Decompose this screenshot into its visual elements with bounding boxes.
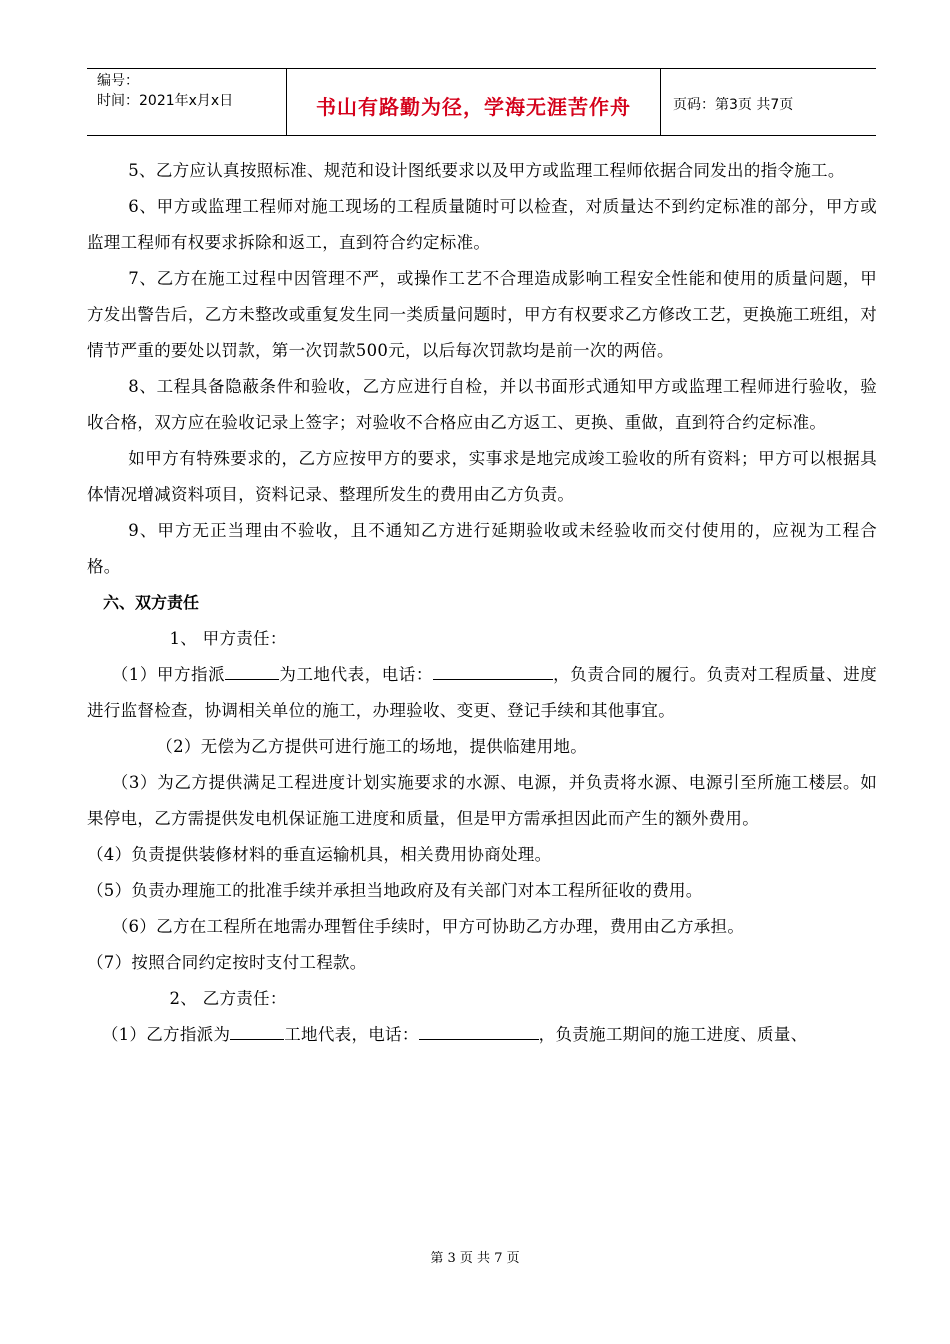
party-b-item-1-middle: 工地代表，电话： [284, 1025, 419, 1044]
party-a-item-7: （7）按照合同约定按时支付工程款。 [87, 953, 367, 972]
party-a-item-1-prefix: （1）甲方指派 [111, 665, 226, 684]
document-time-label: 时间：2021年x月x日 [97, 93, 234, 109]
party-a-responsibility-title: 1、 甲方责任： [169, 629, 287, 648]
header-page-info: 页码：第3页 共7页 [673, 97, 794, 113]
document-number-label: 编号： [97, 73, 139, 89]
page-header [87, 68, 876, 136]
party-a-item-2: （2）无偿为乙方提供可进行施工的场地，提供临建用地。 [156, 737, 588, 756]
party-b-item-1-suffix: ，负责施工期间的施工进度、质量、 [538, 1025, 808, 1044]
phone-number-blank [433, 661, 553, 680]
party-a-item-5: （5）负责办理施工的批准手续并承担当地政府及有关部门对本工程所征收的费用。 [87, 881, 703, 900]
phone-number-blank [419, 1021, 539, 1040]
clause-8-supplement: 如甲方有特殊要求的，乙方应按甲方的要求，实事求是地完成竣工验收的所有资料；甲方可以根据具体情况增减资料项目，资料记录、整理所发生的费用由乙方负责。 [87, 449, 877, 504]
section-6-title: 六、双方责任 [103, 593, 200, 612]
clause-9: 9、甲方无正当理由不验收，且不通知乙方进行延期验收或未经验收而交付使用的，应视为工程合格。 [87, 521, 877, 576]
party-b-responsibility-title: 2、 乙方责任： [169, 989, 287, 1008]
party-a-item-1 [87, 657, 877, 729]
party-a-item-6: （6）乙方在工程所在地需办理暂住手续时，甲方可协助乙方办理，费用由乙方承担。 [111, 917, 745, 936]
party-b-item-1 [87, 1017, 877, 1053]
header-page-cell [661, 69, 876, 135]
party-a-item-4: （4）负责提供装修材料的垂直运输机具，相关费用协商处理。 [87, 845, 552, 864]
header-motto: 书山有路勤为径，学海无涯苦作舟 [316, 95, 631, 119]
clause-7: 7、乙方在施工过程中因管理不严，或操作工艺不合理造成影响工程安全性能和使用的质量问题，甲方发出警告后，乙方未整改或重复发生同一类质量问题时，甲方有权要求乙方修改工艺，更换施工班组，对情节严重的要处以罚款，第一次罚款500元，以后每次罚款均是前一次的两倍。 [87, 269, 877, 360]
clause-6: 6、甲方或监理工程师对施工现场的工程质量随时可以检查，对质量达不到约定标准的部分，甲方或监理工程师有权要求拆除和返工，直到符合约定标准。 [87, 197, 877, 252]
party-b-item-1-prefix: （1）乙方指派为 [101, 1025, 231, 1044]
document-body [87, 153, 877, 1053]
representative-name-blank [225, 661, 279, 680]
header-meta-cell [87, 69, 287, 135]
header-motto-cell [287, 69, 661, 135]
clause-8: 8、工程具备隐蔽条件和验收，乙方应进行自检，并以书面形式通知甲方或监理工程师进行验收，验收合格，双方应在验收记录上签字；对验收不合格应由乙方返工、更换、重做，直到符合约定标准。 [87, 377, 877, 432]
party-a-item-3: （3）为乙方提供满足工程进度计划实施要求的水源、电源，并负责将水源、电源引至所施工楼层。如果停电，乙方需提供发电机保证施工进度和质量，但是甲方需承担因此而产生的额外费用。 [87, 773, 877, 828]
page-footer: 第 3 页 共 7 页 [430, 1251, 520, 1266]
clause-5: 5、乙方应认真按照标准、规范和设计图纸要求以及甲方或监理工程师依据合同发出的指令施工。 [128, 161, 845, 180]
party-a-item-1-middle: 为工地代表，电话： [279, 665, 433, 684]
representative-name-blank [230, 1021, 284, 1040]
party-a-item-1-suffix: ，负责合同的履行。负责对工程质量、进度进行监督检查，协调相关单位的施工，办理验收、变更、登记手续和其他事宜。 [87, 665, 877, 720]
